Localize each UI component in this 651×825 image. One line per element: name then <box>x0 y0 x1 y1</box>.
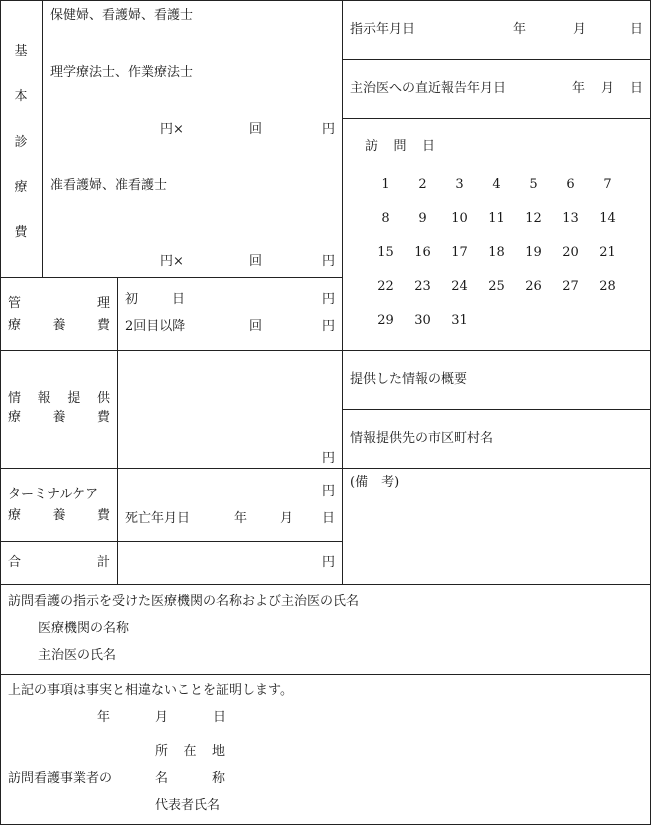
label-char: 日 <box>171 292 185 307</box>
label-char: 称 <box>211 771 225 786</box>
assistant-unit-yen: 円× <box>160 254 184 269</box>
report-date-day: 日 <box>630 81 644 96</box>
therapist-unit-times: 回 <box>249 122 263 137</box>
address-label <box>155 744 225 760</box>
visit-day: 31 <box>451 313 468 328</box>
label-char: 供 <box>96 391 110 406</box>
report-date-year: 年 <box>572 81 586 96</box>
info-summary-label: 提供した情報の概要 <box>350 372 468 387</box>
visit-day: 4 <box>492 177 501 192</box>
second-onward-unit-times: 回 <box>249 319 263 334</box>
death-date-label: 死亡年月日 <box>125 511 191 526</box>
nurse-types: 保健婦、看護婦、看護士 <box>50 8 194 23</box>
visit-day: 10 <box>451 211 468 226</box>
label-char: 計 <box>96 555 110 570</box>
visit-day: 25 <box>488 279 505 294</box>
label-char: 基 <box>14 44 28 59</box>
label-char: 名 <box>155 771 169 786</box>
certification-day: 日 <box>213 710 227 725</box>
label-char: 合 <box>8 555 22 570</box>
death-date-month: 月 <box>280 511 294 526</box>
visit-day: 6 <box>566 177 575 192</box>
visit-day: 3 <box>455 177 464 192</box>
therapist-types: 理学療法士、作業療法士 <box>50 65 194 80</box>
label-char: 養 <box>52 508 66 523</box>
divider-main-vertical <box>342 0 343 584</box>
institution-name-label: 医療機関の名称 <box>38 621 130 636</box>
assistant-unit-times: 回 <box>249 254 263 269</box>
divider-municipality-bottom <box>342 468 650 469</box>
operator-name-label <box>155 771 225 787</box>
label-char: 理 <box>96 296 110 311</box>
death-date-day: 日 <box>322 511 336 526</box>
label-char: 報 <box>37 391 51 406</box>
operator-label: 訪問看護事業者の <box>8 771 113 786</box>
management-fee-label-bottom <box>8 318 110 334</box>
divider-visitdays-bottom <box>342 350 650 351</box>
label-char: 訪 <box>365 139 379 154</box>
visit-day: 18 <box>488 245 505 260</box>
first-day-label <box>125 292 185 308</box>
visit-day: 24 <box>451 279 468 294</box>
divider-instruction-bottom <box>342 59 650 60</box>
visit-day: 28 <box>599 279 616 294</box>
label-char: 地 <box>211 744 225 759</box>
visit-day: 21 <box>599 245 616 260</box>
instruction-date-label: 指示年月日 <box>350 22 416 37</box>
visit-day: 8 <box>381 211 390 226</box>
divider-fees-bottom <box>0 584 651 585</box>
visit-day: 20 <box>562 245 579 260</box>
label-char: 費 <box>96 508 110 523</box>
label-char: 提 <box>67 391 81 406</box>
label-char: 本 <box>14 89 28 105</box>
visit-day: 29 <box>377 313 394 328</box>
label-char: 養 <box>52 318 66 333</box>
doctor-name-label: 主治医の氏名 <box>38 648 117 663</box>
visit-day: 11 <box>488 211 505 226</box>
visit-days-label <box>365 139 435 155</box>
certification-statement: 上記の事項は事実と相違ないことを証明します。 <box>8 683 293 698</box>
visit-day: 19 <box>525 245 542 260</box>
visit-day: 14 <box>599 211 616 226</box>
death-date-year: 年 <box>234 511 248 526</box>
info-fee-label-bottom <box>8 410 110 426</box>
assistant-unit-total: 円 <box>322 254 336 269</box>
report-date-label: 主治医への直近報告年月日 <box>350 81 507 96</box>
visit-day: 7 <box>603 177 612 192</box>
institution-heading: 訪問看護の指示を受けた医療機関の名称および主治医の氏名 <box>8 594 360 609</box>
visit-day: 22 <box>377 279 394 294</box>
border-top <box>0 0 651 1</box>
divider-fee-label <box>117 277 118 584</box>
label-char: 管 <box>8 296 22 311</box>
instruction-date-month: 月 <box>573 22 587 37</box>
visit-day: 23 <box>414 279 431 294</box>
divider-summary-bottom <box>342 409 650 410</box>
label-char: 費 <box>96 410 110 425</box>
certification-year: 年 <box>97 710 111 725</box>
divider-report-bottom <box>342 118 650 119</box>
label-char: 費 <box>14 225 28 240</box>
visit-day: 5 <box>529 177 538 192</box>
total-label <box>8 555 110 571</box>
visit-day: 12 <box>525 211 542 226</box>
visit-days-calendar <box>367 177 626 347</box>
label-char: 療 <box>8 508 22 523</box>
representative-label: 代表者氏名 <box>155 798 221 813</box>
divider-management-bottom <box>0 350 342 351</box>
label-char: 初 <box>125 292 139 307</box>
certification-month: 月 <box>155 710 169 725</box>
visit-day: 13 <box>562 211 579 226</box>
visit-day: 27 <box>562 279 579 294</box>
visit-day: 30 <box>414 313 431 328</box>
remarks-label: (備 考) <box>350 475 400 490</box>
divider-basic-label <box>42 0 43 277</box>
visit-day: 17 <box>451 245 468 260</box>
label-char: 在 <box>183 744 197 759</box>
label-char: 療 <box>8 318 22 333</box>
therapist-unit-yen: 円× <box>160 122 184 137</box>
visit-day: 26 <box>525 279 542 294</box>
terminal-fee-label-bottom <box>8 508 110 524</box>
divider-basic-bottom <box>0 277 342 278</box>
label-char: 情 <box>8 391 22 406</box>
first-day-unit-yen: 円 <box>322 292 336 307</box>
label-char: 費 <box>96 318 110 333</box>
second-onward-unit-yen: 円 <box>322 319 336 334</box>
label-char: 療 <box>8 410 22 425</box>
label-char: 日 <box>421 139 435 154</box>
label-char: 療 <box>14 179 28 195</box>
info-fee-label-top <box>8 391 110 407</box>
visit-day: 9 <box>418 211 427 226</box>
assistant-types: 准看護婦、准看護士 <box>50 178 168 193</box>
total-unit-yen: 円 <box>322 555 336 570</box>
divider-institution-bottom <box>0 674 651 675</box>
instruction-date-day: 日 <box>630 22 644 37</box>
visit-day: 16 <box>414 245 431 260</box>
label-char: 問 <box>393 139 407 154</box>
therapist-unit-total: 円 <box>322 122 336 137</box>
info-municipality-label: 情報提供先の市区町村名 <box>350 431 494 446</box>
label-char: 診 <box>14 134 28 150</box>
instruction-date-year: 年 <box>513 22 527 37</box>
visit-day: 1 <box>381 177 390 192</box>
second-onward-label: 2回目以降 <box>125 319 186 334</box>
report-date-month: 月 <box>601 81 615 96</box>
visit-day: 15 <box>377 245 394 260</box>
divider-terminal-bottom <box>0 541 342 542</box>
label-char: 養 <box>52 410 66 425</box>
divider-info-bottom <box>0 468 342 469</box>
info-fee-unit-yen: 円 <box>322 451 336 466</box>
terminal-fee-label-top: ターミナルケア <box>8 487 99 502</box>
visit-day: 2 <box>418 177 427 192</box>
basic-fee-label <box>0 40 42 240</box>
label-char: 所 <box>155 744 169 759</box>
management-fee-label-top <box>8 296 110 312</box>
terminal-fee-unit-yen: 円 <box>322 484 336 499</box>
